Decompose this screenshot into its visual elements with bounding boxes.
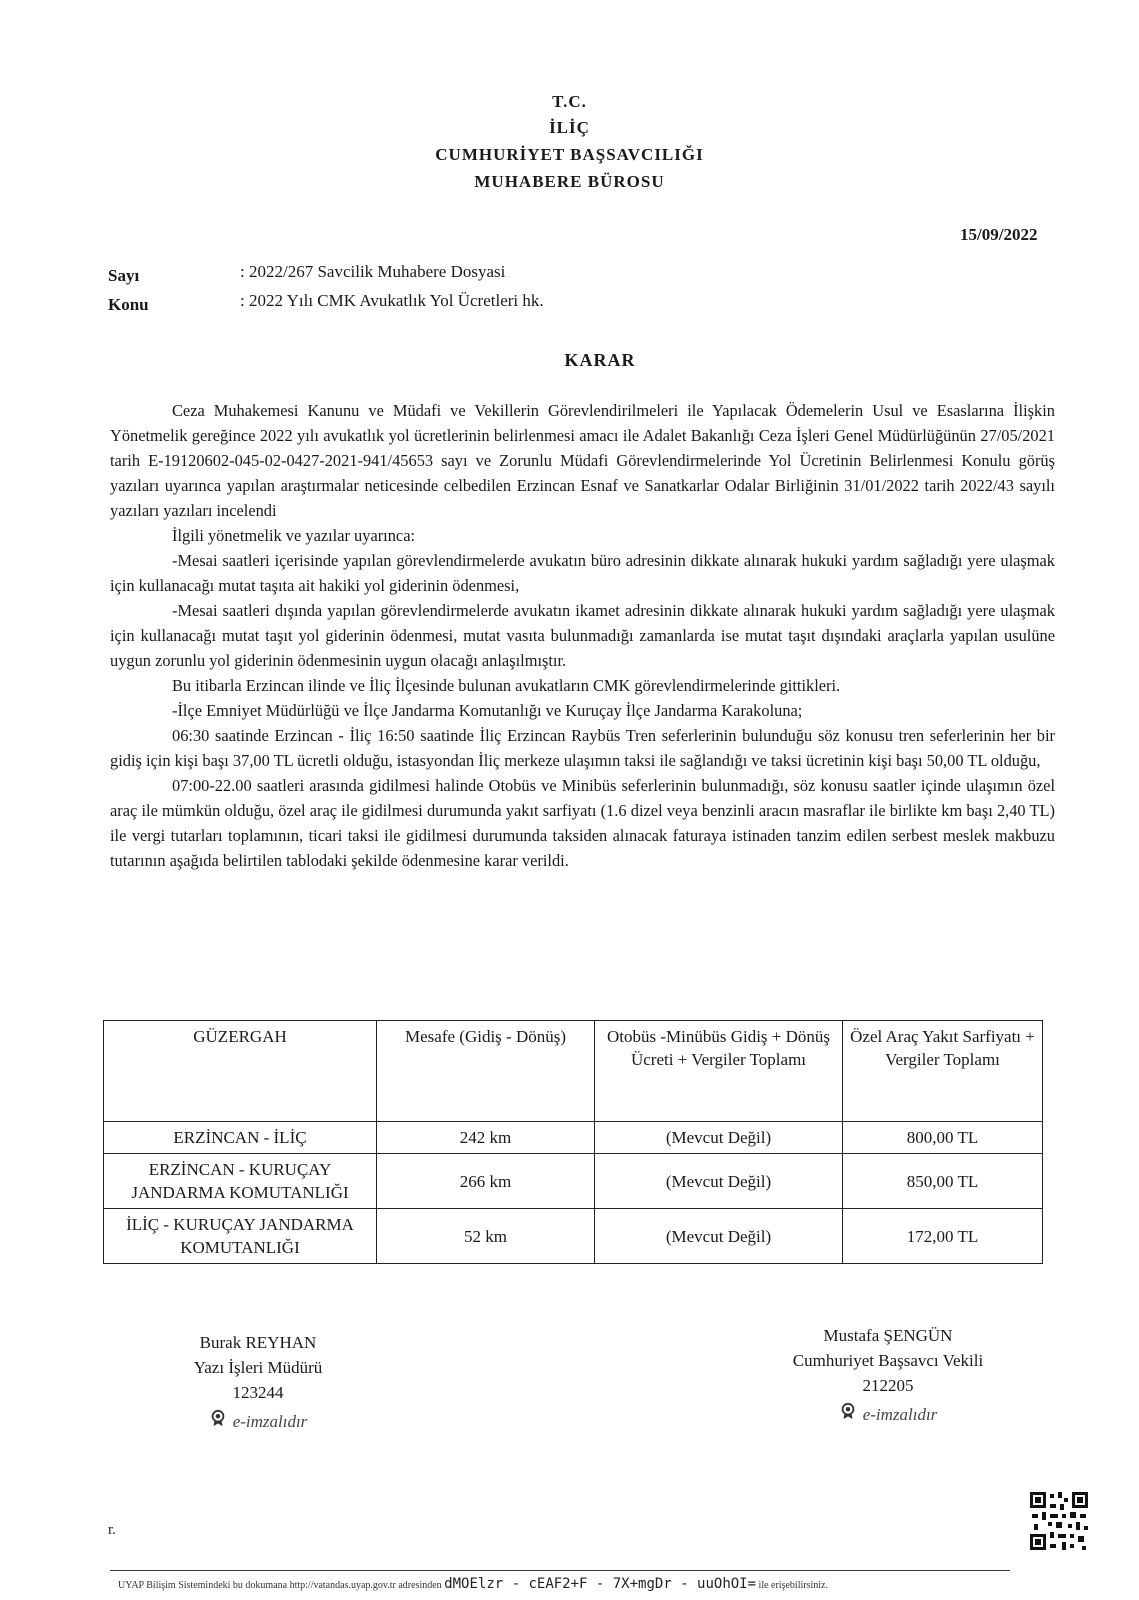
cell-route: ERZİNCAN - İLİÇ	[104, 1122, 377, 1154]
cell-bus-fee: (Mevcut Değil)	[595, 1122, 843, 1154]
cell-distance: 242 km	[377, 1122, 595, 1154]
signer-id: 212205	[862, 1376, 914, 1395]
e-signature-mark	[128, 1409, 388, 1434]
verification-code: dMOElzr - cEAF2+F - 7X+mgDr - uuOhOI=	[444, 1576, 757, 1592]
e-signature-text: e-imzalıdır	[232, 1412, 308, 1431]
cell-car-fee: 800,00 TL	[843, 1122, 1043, 1154]
signer-name: Burak REYHAN	[199, 1333, 317, 1352]
cell-distance: 266 km	[377, 1154, 595, 1209]
sayi-label: Sayı	[108, 266, 140, 285]
footer-mark: r.	[108, 1522, 116, 1538]
seal-icon	[839, 1402, 857, 1427]
signer-id: 123244	[232, 1383, 284, 1402]
cell-car-fee: 172,00 TL	[843, 1209, 1043, 1264]
cell-bus-fee: (Mevcut Değil)	[595, 1154, 843, 1209]
cell-route: ERZİNCAN - KURUÇAY JANDARMA KOMUTANLIĞI	[104, 1154, 377, 1209]
paragraph: İlgili yönetmelik ve yazılar uyarınca:	[172, 526, 416, 545]
header-tc: T.C.	[552, 92, 587, 111]
e-signature-text: e-imzalıdır	[862, 1405, 938, 1424]
route-fee-table	[103, 1020, 1043, 1264]
signature-left	[128, 1330, 388, 1434]
paragraph: 06:30 saatinde Erzincan - İliç 16:50 saatinde İliç Erzincan Raybüs Tren seferlerinin bulunduğu söz konusu tren seferlerinin her bir gidiş için kişi başı 37,00 TL ücretli olduğu, istasyondan İliç merkeze ulaşımın taksi ile sağlandığı ve taksi ücretinin kişi başı 50,00 TL olduğu,	[110, 726, 1055, 770]
col-header-distance: Mesafe (Gidiş - Dönüş)	[377, 1021, 595, 1122]
cell-car-fee: 850,00 TL	[843, 1154, 1043, 1209]
table-row	[104, 1209, 1043, 1264]
document-body	[110, 398, 1055, 873]
seal-icon	[209, 1409, 227, 1434]
header-bureau: MUHABERE BÜROSU	[474, 172, 665, 191]
cell-bus-fee: (Mevcut Değil)	[595, 1209, 843, 1264]
signer-name: Mustafa ŞENGÜN	[823, 1326, 953, 1345]
paragraph: -Mesai saatleri dışında yapılan görevlendirmelerde avukatın ikamet adresinin dikkate alınarak hukuki yardım sağladığı yere ulaşmak için kullanacağı mutat taşıt yol giderinin ödenmesi, mutat vasıta bulunmadığı zamanlarda ise mutat taşıt dışındaki araçlarla yapılan usulüne uygun zorunlu yol giderinin ödenmesinin uygun olacağı anlaşılmıştır.	[110, 601, 1055, 670]
document-date: 15/09/2022	[960, 225, 1038, 244]
paragraph: -İlçe Emniyet Müdürlüğü ve İlçe Jandarma Komutanlığı ve Kuruçay İlçe Jandarma Karakoluna;	[172, 701, 803, 720]
header-ilic: İLİÇ	[549, 118, 590, 137]
qr-code-icon	[1028, 1490, 1090, 1552]
table-header-row	[104, 1021, 1043, 1122]
footer-text-suffix: ile erişebilirsiniz.	[758, 1580, 828, 1591]
paragraph: -Mesai saatleri içerisinde yapılan görevlendirmelerde avukatın büro adresinin dikkate alınarak hukuki yardım sağladığı yere ulaşmak için kullanacağı mutat taşıta ait hakiki yol giderinin ödenmesi,	[110, 551, 1055, 595]
footer-divider	[110, 1570, 1010, 1571]
header-office: CUMHURİYET BAŞSAVCILIĞI	[435, 145, 704, 164]
footer-verification	[118, 1576, 828, 1592]
paragraph: Ceza Muhakemesi Kanunu ve Müdafi ve Vekillerin Görevlendirilmeleri ile Yapılacak Ödemelerin Usul ve Esaslarına İlişkin Yönetmelik gereğince 2022 yılı avukatlık yol ücretlerinin belirlenmesi amacı ile Adalet Bakanlığı Ceza İşleri Genel Müdürlüğünün 27/05/2021 tarih E-19120602-045-02-0427-2021-941/45653 sayı ve Zorunlu Müdafi Görevlendirmelerinde Yol Ücretinin Belirlenmesi Konulu görüş yazıları uyarınca yapılan araştırmalar neticesinde celbedilen Erzincan Esnaf ve Sanatkarlar Odalar Birliğinin 31/01/2022 tarih 2022/43 sayılı yazıları yazıları incelendi	[110, 401, 1055, 520]
konu-value: : 2022 Yılı CMK Avukatlık Yol Ücretleri hk.	[240, 291, 544, 310]
col-header-bus-fee: Otobüs -Minübüs Gidiş + Dönüş Ücreti + Vergiler Toplamı	[595, 1021, 843, 1122]
document-title: KARAR	[564, 350, 636, 370]
table-row	[104, 1154, 1043, 1209]
cell-distance: 52 km	[377, 1209, 595, 1264]
col-header-route: GÜZERGAH	[104, 1021, 377, 1122]
table-row	[104, 1122, 1043, 1154]
col-header-private-car-fee: Özel Araç Yakıt Sarfiyatı + Vergiler Toplamı	[843, 1021, 1043, 1122]
signature-right	[758, 1323, 1018, 1427]
sayi-value: : 2022/267 Savcilik Muhabere Dosyasi	[240, 262, 506, 281]
konu-label: Konu	[108, 295, 149, 314]
footer-text-prefix: UYAP Bilişim Sistemindeki bu dokumana http://vatandas.uyap.gov.tr adresinden	[118, 1580, 442, 1591]
paragraph: Bu itibarla Erzincan ilinde ve İliç İlçesinde bulunan avukatların CMK görevlendirmelerinde gittikleri.	[172, 676, 841, 695]
cell-route: İLİÇ - KURUÇAY JANDARMA KOMUTANLIĞI	[104, 1209, 377, 1264]
paragraph: 07:00-22.00 saatleri arasında gidilmesi halinde Otobüs ve Minibüs seferlerinin bulunmadığı, söz konusu saatler içinde ulaşımın özel araç ile mümkün olduğu, özel araç ile gidilmesi durumunda yakıt sarfiyatı (1.6 dizel veya benzinli aracın masraflar ile birlikte km başı 2,40 TL) ile vergi tutarları toplamının, ticari taksi ile gidilmesi durumunda taksiden alınacak faturaya istinaden tanzim edilen serbest meslek makbuzu tutarının aşağıda belirtilen tablodaki şekilde ödenmesine karar verildi.	[110, 776, 1055, 870]
e-signature-mark	[758, 1402, 1018, 1427]
signer-title: Cumhuriyet Başsavcı Vekili	[792, 1351, 984, 1370]
signer-title: Yazı İşleri Müdürü	[193, 1358, 323, 1377]
